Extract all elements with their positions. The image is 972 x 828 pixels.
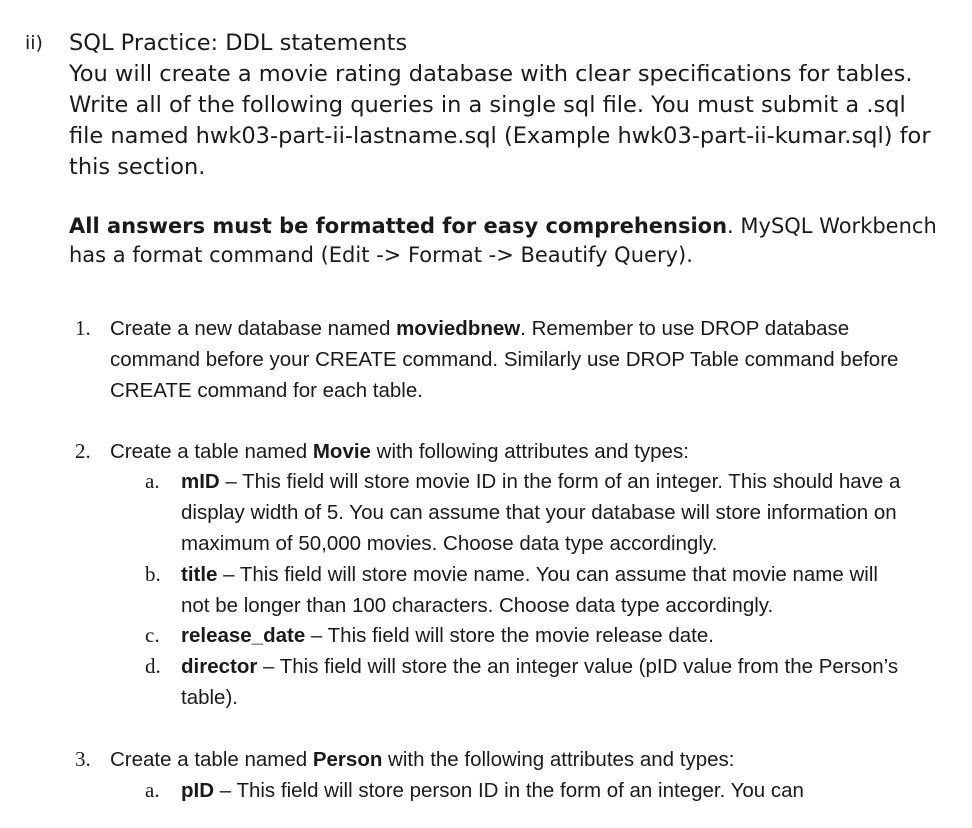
task-item-2 [75,436,925,467]
attribute-letter: d. [145,654,161,678]
attribute-name: director [181,655,258,678]
table-name: Movie [312,440,371,463]
attribute-letter: c. [145,623,160,647]
section-intro: You will create a movie rating database with clear specifications for tables. Write all of the following queries in a single sql file. You must submit a .sql file named hwk03-part-ii-lastname.sql (Example hwk03-part-ii-kumar.sql) for this section. [69,61,931,180]
table-name: Person [312,748,383,771]
database-name: moviedbnew [396,317,521,340]
attribute-item [145,466,905,559]
task-text: Create a table named Movie with following attributes and types: [110,440,689,463]
attribute-item [145,559,905,621]
section-number: ii) [25,32,43,54]
attribute-letter: a. [145,469,160,493]
format-note-bold: All answers must be formatted for easy comprehension [69,214,728,238]
task-number: 2. [75,439,91,463]
attribute-item [145,775,905,806]
attribute-text: title – This field will store movie name. You can assume that movie name will not be longer than 100 characters. Choose data type accordingly. [181,563,878,617]
attribute-item [145,620,905,651]
section-title: SQL Practice: DDL statements [69,30,408,56]
attribute-text: director – This field will store the an integer value (pID value from the Person’s table). [181,655,899,709]
attribute-name: mID [181,470,220,493]
attribute-name: release_date [181,624,306,647]
attribute-item [145,651,905,713]
attribute-text: pID – This field will store person ID in the form of an integer. You can [181,779,804,802]
format-note-rest: . MySQL Workbench has a format command (Edit -> Format -> Beautify Query). [69,214,937,267]
task-number: 3. [75,747,91,771]
task-number: 1. [75,316,91,340]
attribute-text: release_date – This field will store the movie release date. [181,624,714,647]
task-item-1 [75,313,925,406]
attribute-letter: a. [145,778,160,802]
section-header [25,28,945,183]
attribute-name: pID [181,779,215,802]
attribute-letter: b. [145,562,161,586]
task-item-3 [75,744,925,775]
task-text: Create a new database named moviedbnew. Remember to use DROP database command before your CREATE command. Similarly use DROP Table command before CREATE command for each table. [110,317,899,402]
attribute-name: title [181,563,218,586]
format-note [69,212,939,270]
attribute-text: mID – This field will store movie ID in the form of an integer. This should have a display width of 5. You can assume that your database will store information on maximum of 50,000 movies. Choose data type accordingly. [181,470,901,555]
task-text: Create a table named Person with the following attributes and types: [110,748,735,771]
